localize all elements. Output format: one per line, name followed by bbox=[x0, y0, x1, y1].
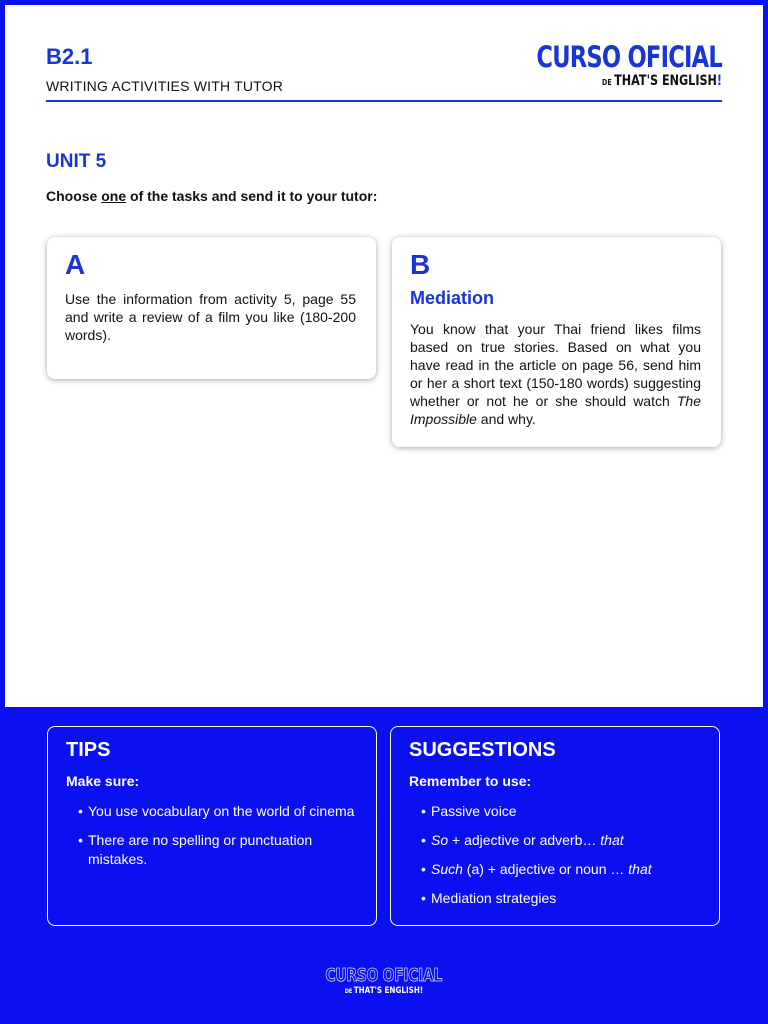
suggestion-item: • Mediation strategies bbox=[421, 890, 557, 906]
page-subtitle: WRITING ACTIVITIES WITH TUTOR bbox=[46, 78, 284, 94]
footer-logo-main: CURSO OFICIAL bbox=[325, 965, 443, 986]
tips-list bbox=[76, 802, 360, 879]
suggestion-item: • Passive voice bbox=[421, 803, 517, 819]
footer-logo-sub: DE THAT'S ENGLISH! bbox=[344, 986, 424, 996]
tips-item: • You use vocabulary on the world of cinema bbox=[78, 803, 355, 819]
task-card-b bbox=[392, 237, 721, 447]
logo-sub-text: DE THAT'S ENGLISH! bbox=[601, 73, 722, 89]
header-divider bbox=[46, 100, 722, 102]
task-b-letter: B bbox=[410, 249, 431, 280]
instruction-text: Choose one of the tasks and send it to your tutor: bbox=[46, 188, 378, 204]
tips-item: • There are no spelling or punctuation mistakes. bbox=[78, 832, 313, 867]
logo-main-text: CURSO OFICIAL bbox=[536, 40, 722, 74]
tips-title: TIPS bbox=[66, 739, 111, 761]
suggestion-item: • So + adjective or adverb… that bbox=[421, 832, 624, 848]
footer-logo bbox=[0, 966, 768, 997]
course-level: B2.1 bbox=[46, 44, 93, 69]
brand-logo bbox=[484, 42, 722, 91]
suggestions-lead: Remember to use: bbox=[409, 773, 532, 789]
tips-lead: Make sure: bbox=[66, 773, 140, 789]
task-a-text: Use the information from activity 5, page 55 and write a review of a film you like (180-200 words). bbox=[65, 291, 356, 343]
task-b-text: You know that your Thai friend likes films based on true stories. Based on what you have read in the article on page 56, send him or her a short text (150-180 words) suggesting whether or not he or she should watch The Impossible and why. bbox=[410, 321, 701, 427]
task-b-heading: Mediation bbox=[410, 288, 494, 308]
task-a-letter: A bbox=[65, 249, 86, 280]
suggestion-item: • Such (a) + adjective or noun … that bbox=[421, 861, 652, 877]
suggestions-list bbox=[419, 802, 703, 918]
tips-box bbox=[47, 726, 377, 926]
suggestions-title: SUGGESTIONS bbox=[409, 739, 556, 761]
suggestions-box bbox=[390, 726, 720, 926]
unit-title: UNIT 5 bbox=[46, 151, 107, 172]
task-card-a bbox=[47, 237, 376, 379]
